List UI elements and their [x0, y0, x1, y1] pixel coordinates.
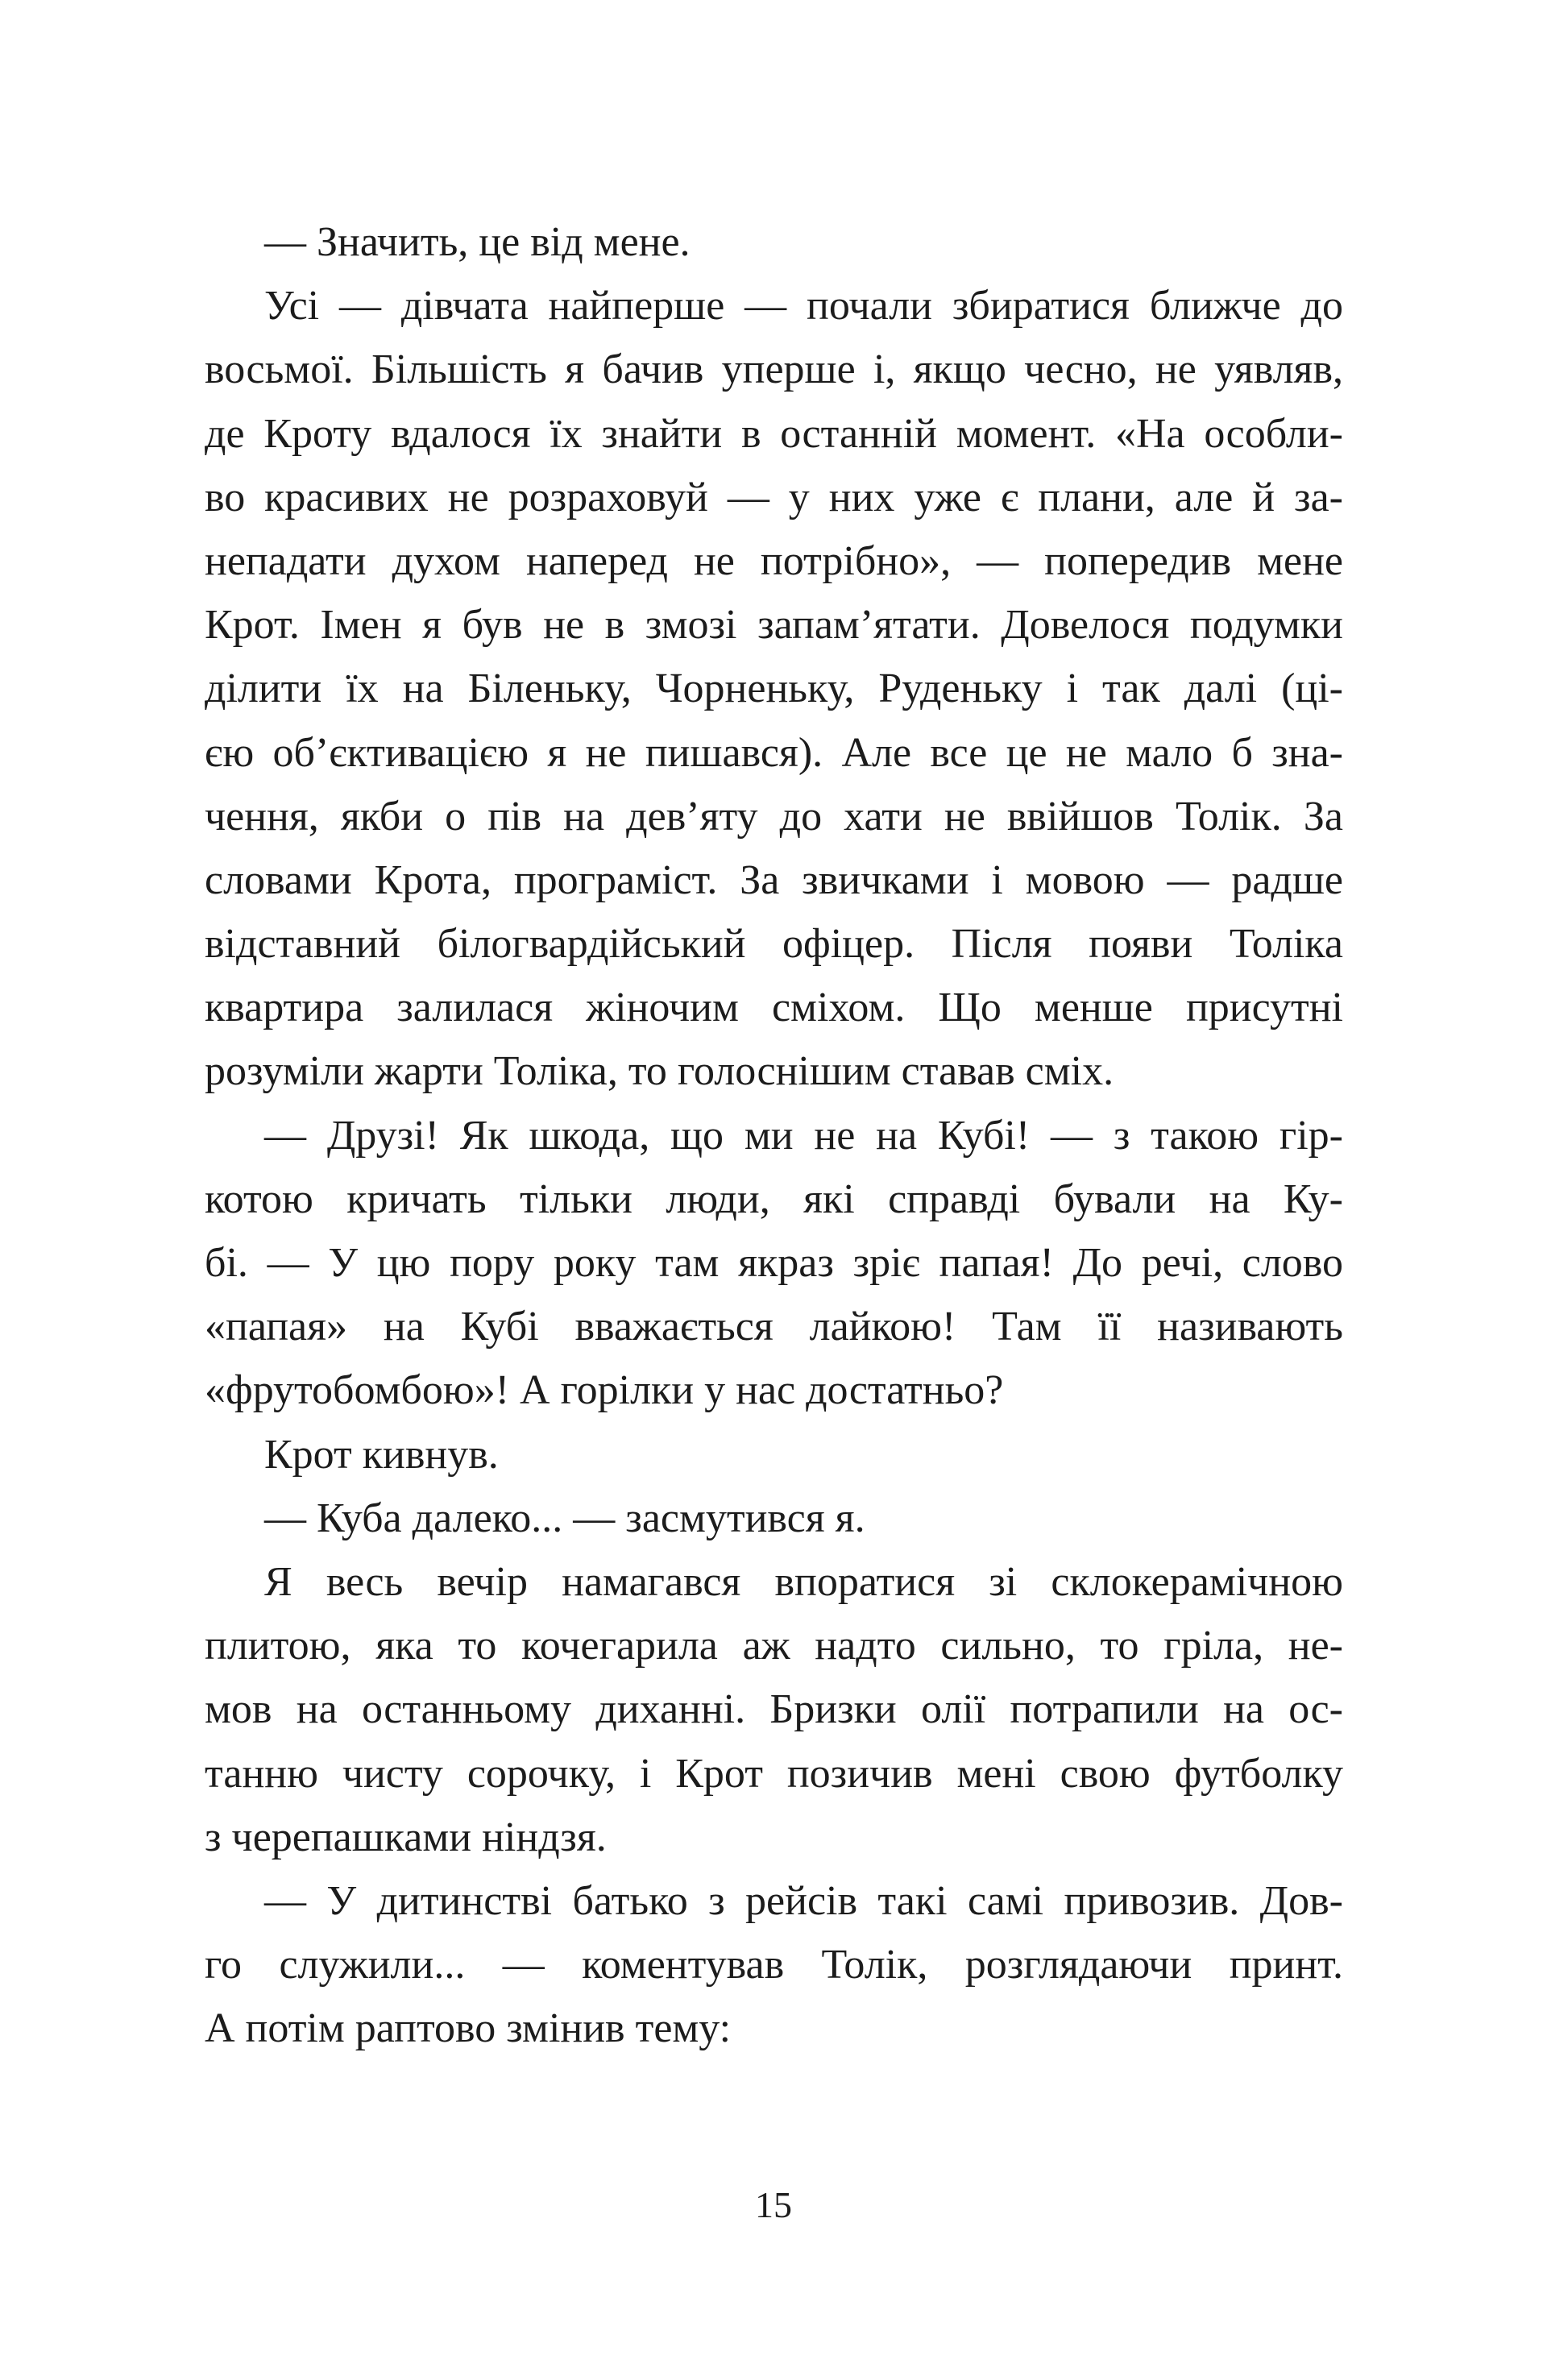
text-line: «папая» на Кубі вважається лайкою! Там її називають — [205, 1304, 1343, 1350]
text-line: де Кроту вдалося їх знайти в останній момент. «На особли- — [205, 410, 1343, 457]
text-line: словами Крота, програміст. За звичками і мовою — радше — [205, 856, 1343, 903]
text-line: Крот кивнув. — [264, 1431, 499, 1478]
text-line: чення, якби о пів на дев’яту до хати не ввійшов Толік. За — [205, 793, 1343, 840]
text-line: А потім раптово змінив тему: — [205, 2005, 732, 2052]
page-number: 15 — [755, 2184, 792, 2225]
text-line: Крот. Імен я був не в змозі запам’ятати. Довелося подумки — [205, 602, 1343, 649]
text-line: «фрутобомбою»! А горілки у нас достатньо? — [205, 1367, 1004, 1414]
text-line: Я весь вечір намагався впоратися зі склокерамічною — [264, 1558, 1343, 1605]
text-line: з черепашками ніндзя. — [205, 1814, 607, 1860]
text-line: котою кричать тільки люди, які справді бували на Ку- — [205, 1175, 1343, 1222]
text-line: непадати духом наперед не потрібно», — попередив мене — [205, 537, 1343, 584]
text-line: танню чисту сорочку, і Крот позичив мені свою футболку — [205, 1750, 1343, 1797]
text-line: — Значить, це від мене. — [264, 219, 691, 265]
text-line: — Друзі! Як шкода, що ми не на Кубі! — з такою гір- — [264, 1112, 1343, 1159]
text-line: розуміли жарти Толіка, то голоснішим ставав сміх. — [205, 1048, 1114, 1095]
text-line: мов на останньому диханні. Бризки олії потрапили на ос- — [205, 1686, 1343, 1733]
text-line: ділити їх на Біленьку, Чорненьку, Руденьку і так далі (ці- — [205, 665, 1343, 712]
text-line: квартира залилася жіночим сміхом. Що менше присутні — [205, 985, 1343, 1031]
text-line: — У дитинстві батько з рейсів такі самі привозив. Дов- — [264, 1877, 1343, 1924]
text-line: го служили... — коментував Толік, розглядаючи принт. — [205, 1942, 1343, 1988]
text-line: — Куба далеко... — засмутився я. — [264, 1495, 865, 1541]
text-line: єю об’єктивацією я не пишався). Але все це не мало б зна- — [205, 729, 1343, 776]
text-line: Усі — дівчата найперше — почали збиратися ближче до — [264, 283, 1343, 330]
body-text — [205, 210, 1343, 2060]
text-line: відставний білогвардійський офіцер. Після появи Толіка — [205, 921, 1343, 968]
text-line: плитою, яка то кочегарила аж надто сильно, то гріла, не- — [205, 1623, 1343, 1669]
text-line: восьмої. Більшість я бачив уперше і, якщо чесно, не уявляв, — [205, 346, 1343, 393]
text-line: во красивих не розраховуй — у них уже є плани, але й за- — [205, 474, 1343, 520]
text-line: бі. — У цю пору року там якраз зріє папая! До речі, слово — [205, 1240, 1343, 1286]
